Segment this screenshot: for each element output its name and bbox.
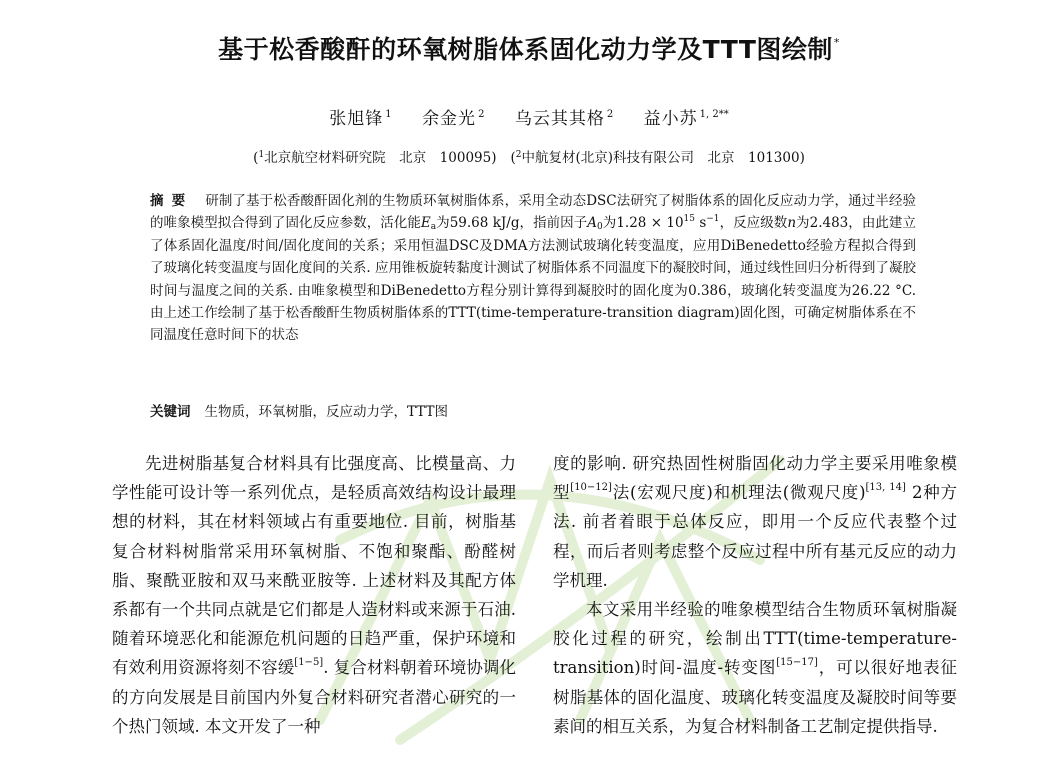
affiliation-2: ($^2$中航复材(北京)科技有限公司 北京 101300) [510, 150, 805, 166]
abstract-label: 摘要 [150, 193, 194, 209]
author-list [0, 104, 1058, 129]
abstract: 摘要 研制了基于松香酸酐固化剂的生物质环氧树脂体系，采用全动态DSC法研究了树脂体系的固化反应动力学，通过半经验的唯象模型拟合得到了固化反应参数，活化能$E_a$为59.68 kJ/g，指前因子$A_0$为$1.28 \times 10^{15}$ $s^{-1}$，反应级数n为2.483，由此建立了体系固化温度/时间/固化度间的关系；采用恒温DSC及DMA方法测试玻璃化转变温度，应用DiBenedetto经验方程拟合得到了玻璃化转变温度与固化度间的关系. 应用锥板旋转黏度计测试了树脂体系不同温度下的凝胶时间，通过线性回归分析得到了凝胶时间与温度之间的关系. 由唯象模型和DiBenedetto方程分别计算得到凝胶时的固化度为0.386，玻璃化转变温度为26.22 °C. 由上述工作绘制了基于松香酸酐生物质树脂体系的TTT(time-temperature-transition diagram)固化图，可确定树脂体系在不同温度任意时间下的状态 [150, 193, 916, 344]
author-name: 余金光 $^2$ [422, 109, 485, 129]
affiliations [0, 146, 1058, 166]
author-name: 益小苏 $^{1, 2**}$ [643, 109, 729, 129]
body-column-left [112, 449, 516, 741]
affiliation-1: ($^1$北京航空材料研究院 北京 100095) [253, 150, 497, 166]
keywords [150, 400, 916, 420]
keywords-text: 生物质，环氧树脂，反应动力学，TTT图 [204, 404, 449, 420]
body-column-right [553, 449, 957, 741]
keywords-label: 关键词 [150, 404, 191, 420]
author-name: 乌云其其格 $^2$ [514, 109, 614, 129]
author-name: 张旭锋 $^1$ [329, 109, 392, 129]
body-paragraph: 度的影响. 研究热固性树脂固化动力学主要采用唯象模型[10−12]法(宏观尺度)和机理法(微观尺度)[13, 14] 2种方法. 前者着眼于总体反应，即用一个反应代表整个过程，而后者则考虑整个反应过程中所有基元反应的动力学机理. [553, 454, 958, 590]
body-paragraph: 本文采用半经验的唯象模型结合生物质环氧树脂凝胶化过程的研究，绘制出TTT(time-temperature-transition)时间-温度-转变图[15−17]，可以很好地表征树脂基体的固化温度、玻璃化转变温度及凝胶时间等要素间的相互关系，为复合材料制备工艺制定提供指导. [553, 600, 957, 736]
body-paragraph: 先进树脂基复合材料具有比强度高、比模量高、力学性能可设计等一系列优点，是轻质高效结构设计最理想的材料，其在材料领域占有重要地位. 目前，树脂基复合材料树脂常采用环氧树脂、不饱和聚酯、酚醛树脂、聚酰亚胺和双马来酰亚胺等. 上述材料及其配方体系都有一个共同点就是它们都是人造材料或来源于石油. 随着环境恶化和能源危机问题的日趋严重，保护环境和有效利用资源将刻不容缓[1−5]. 复合材料朝着环境协调化的方向发展是目前国内外复合材料研究者潜心研究的一个热门领域. 本文开发了一种 [112, 454, 516, 736]
paper-title: 基于松香酸酐的环氧树脂体系固化动力学及TTT图绘制* [218, 35, 840, 64]
